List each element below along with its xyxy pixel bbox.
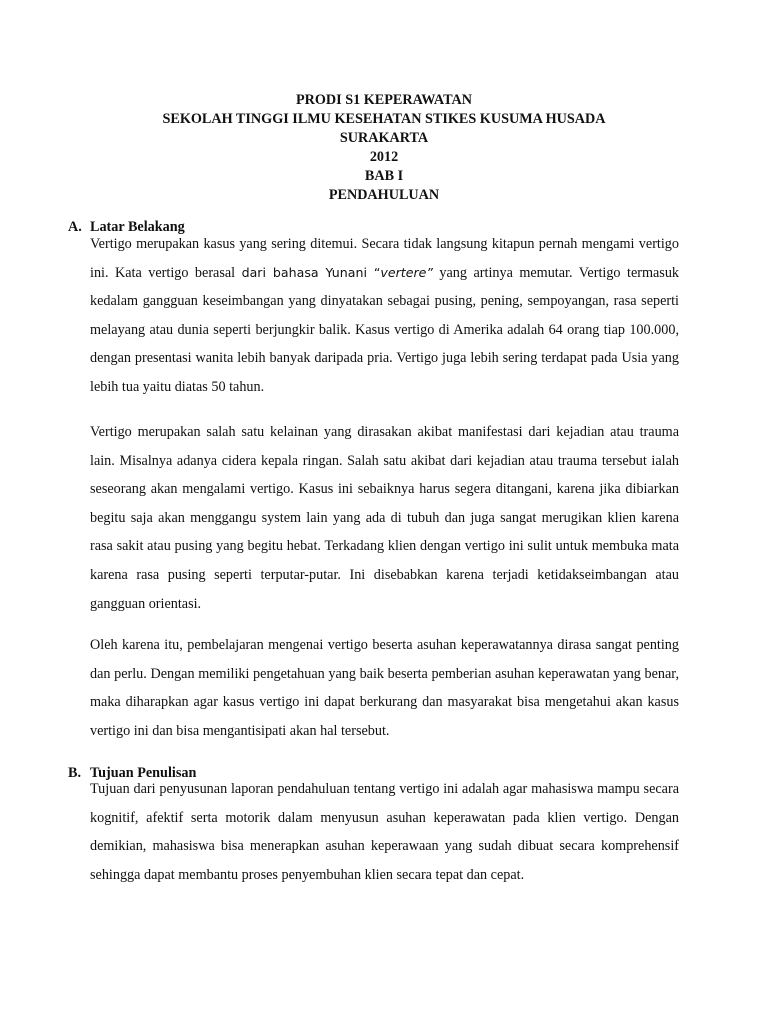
paragraph-1-text-before: Vertigo merupakan kasus yang sering ditemui. Secara tidak langsung kitapun pernah mengami vertigo ini. Kata vertigo berasal <box>90 236 679 281</box>
section-b-title: Tujuan Penulisan <box>90 765 197 781</box>
section-a-title: Latar Belakang <box>90 219 185 235</box>
header-institution: SEKOLAH TINGGI ILMU KESEHATAN STIKES KUSUMA HUSADA <box>162 111 606 128</box>
section-a-paragraph-1 <box>90 230 679 402</box>
header-chapter: BAB I <box>364 168 404 185</box>
header-chapter-title: PENDAHULUAN <box>328 187 440 204</box>
paragraph-1-italic-term: vertere” <box>380 264 433 280</box>
document-header <box>0 91 768 206</box>
paragraph-1-sans-text: dari bahasa Yunani “ <box>241 264 381 280</box>
section-a-paragraph-3: Oleh karena itu, pembelajaran mengenai vertigo beserta asuhan keperawatannya dirasa sangat penting dan perlu. Dengan memiliki pengetahuan yang baik beserta pemberian asuhan keperawatan yang benar, maka diharapkan agar kasus vertigo ini dapat berkurang dan masyarakat bisa mengetahui akan kasus vertigo ini dan bisa mengantisipati akan hal tersebut. <box>90 637 679 739</box>
header-year: 2012 <box>369 149 399 166</box>
section-a-letter: A. <box>68 219 82 235</box>
paragraph-1-text-after: yang artinya memutar. Vertigo termasuk kedalam gangguan keseimbangan yang dinyatakan sebagai pusing, pening, sempoyangan, rasa seperti melayang atau dunia seperti berjungkir balik. Kasus vertigo di Amerika adalah 64 orang tiap 100.000, dengan presentasi wanita lebih banyak daripada pria. Vertigo juga lebih sering terdapat pada Usia yang lebih tua yaitu diatas 50 tahun. <box>90 264 680 395</box>
section-a-paragraph-2: Vertigo merupakan salah satu kelainan yang dirasakan akibat manifestasi dari kejadian atau trauma lain. Misalnya adanya cidera kepala ringan. Salah satu akibat dari kejadian atau trauma tersebut ialah seseorang akan mengalami vertigo. Kasus ini sebaiknya harus segera ditangani, karena jika dibiarkan begitu saja akan menggangu system lain yang ada di tubuh dan juga sangat merugikan klien karena rasa sakit atau pusing yang begitu hebat. Terkadang klien dengan vertigo ini sulit untuk membuka mata karena rasa pusing seperti terputar-putar. Ini disebabkan karena terjadi ketidakseimbangan atau gangguan orientasi. <box>90 424 679 612</box>
section-b-letter: B. <box>68 765 82 781</box>
header-program: PRODI S1 KEPERAWATAN <box>295 92 473 108</box>
section-b-paragraph-1: Tujuan dari penyusunan laporan pendahuluan tentang vertigo ini adalah agar mahasiswa mampu secara kognitif, afektif serta motorik dalam menyusun asuhan keperawatan pada klien vertigo. Dengan demikian, mahasiswa bisa menerapkan asuhan keperawaan yang sudah dibuat secara komprehensif sehingga dapat membantu proses penyembuhan klien secara tepat dan cepat. <box>90 781 679 883</box>
header-city: SURAKARTA <box>339 130 429 147</box>
